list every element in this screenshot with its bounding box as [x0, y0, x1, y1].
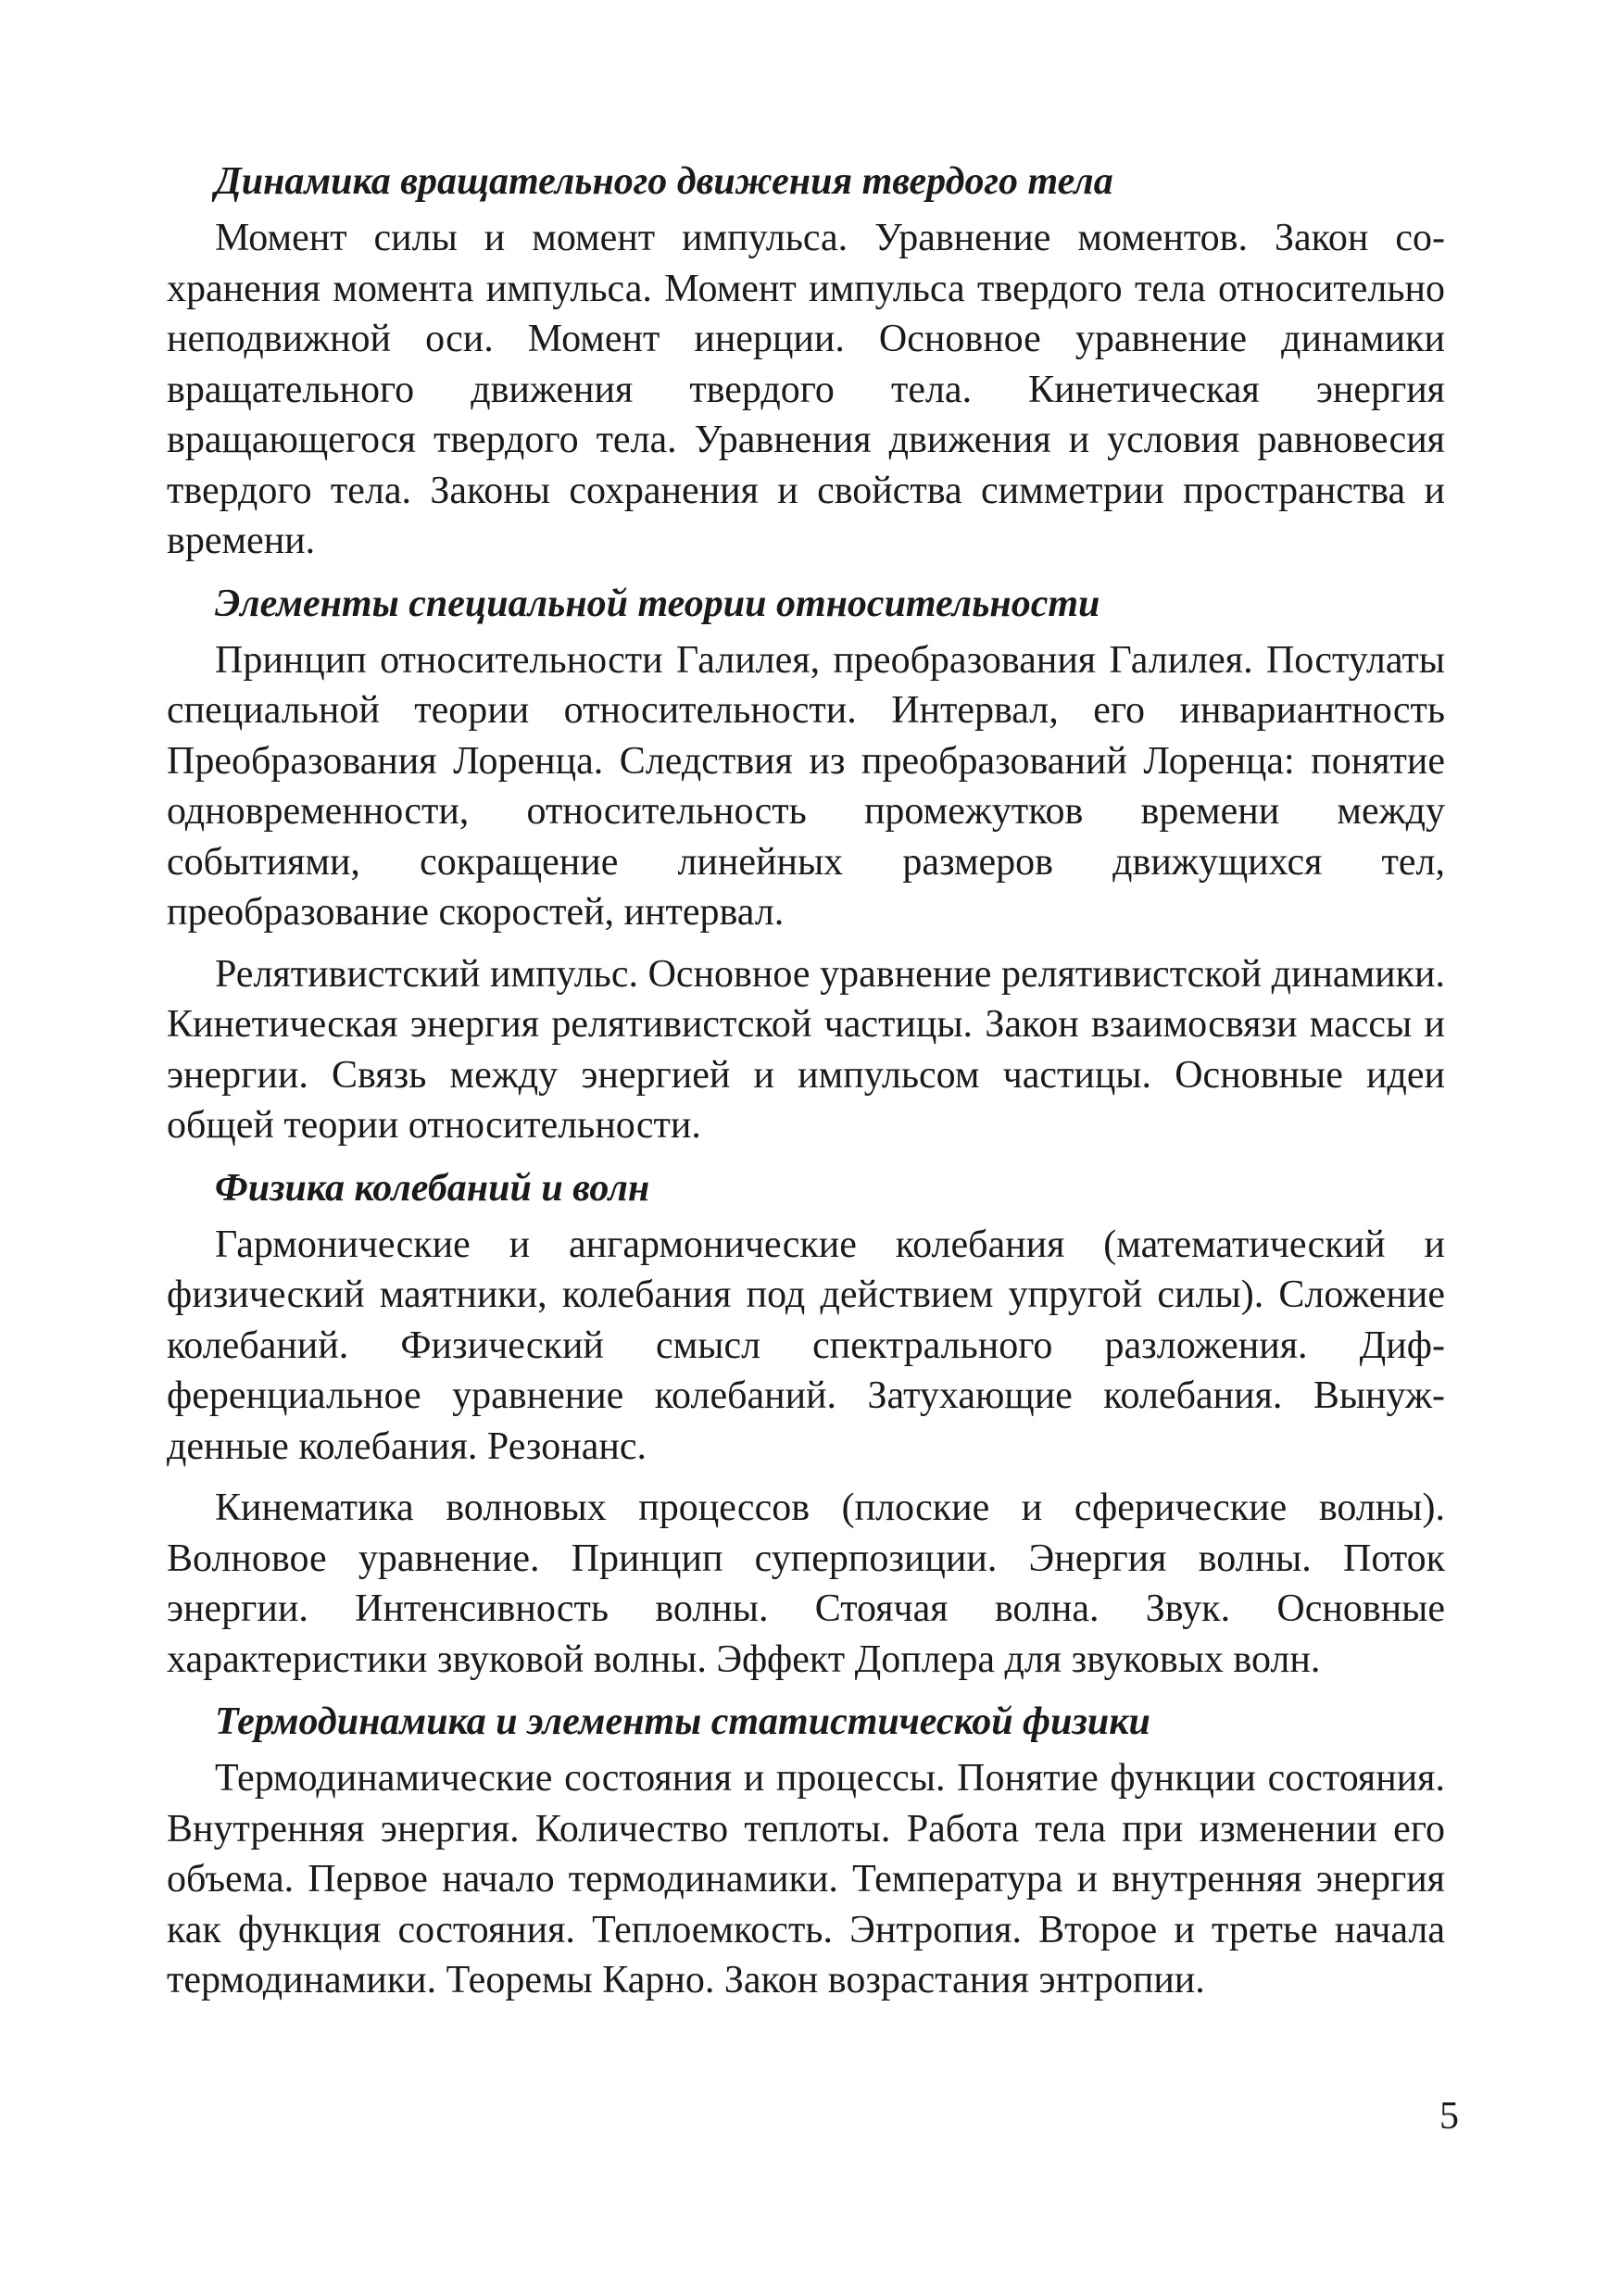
paragraph: Момент силы и момент импульса. Уравнение моментов. Закон сохранения момента импульса. Момент импульса твердого тела относительно неподвижной оси. Момент инерции. Основное уравнение динамики вращательного движения твердого тела. Кинетическая энергия вращающегося твердого тела. Уравнения движения и условия равновесия твердого тела. Законы сохранения и свойства симметрии пространства и времени.	[167, 217, 1445, 562]
page-number: 5	[1439, 2095, 1459, 2138]
section-special-relativity	[167, 578, 1445, 1151]
paragraph: Термодинамические состояния и процессы. Понятие функции состояния. Внутренняя энергия. Количество теплоты. Работа тела при изменении его объема. Первое начало термодинамики. Температура и внутренняя энергия как функция состояния. Теплоемкость. Энтропия. Второе и третье начала термодинамики. Теоремы Карно. Закон возрастания энтропии.	[167, 1757, 1445, 2001]
paragraph: Кинематика волновых процессов (плоские и сферические волны). Волновое уравнение. Принцип суперпозиции. Энергия волны. Поток энергии. Интенсивность волны. Стоячая волна. Звук. Основные характеристики звуковой волны. Эффект Доплера для звуковых волн.	[167, 1487, 1445, 1681]
paragraph: Принцип относительности Галилея, преобразования Галилея. Постулаты специальной теории относительности. Интервал, его инвариантность Преобразования Лоренца. Следствия из преобразований Лоренца: понятие одновременности, относительность промежутков времени между событиями, сокращение линейных размеров движущихся тел, преобразование скоростей, интервал.	[167, 638, 1445, 934]
section-oscillations-waves	[167, 1162, 1445, 1686]
paragraph: Релятивистский импульс. Основное уравнение релятивистской динамики. Кинетическая энергия релятивистской частицы. Закон взаимосвязи массы и энергии. Связь между энергией и импульсом частицы. Основные идеи общей теории относительности.	[167, 952, 1445, 1147]
section-thermodynamics	[167, 1696, 1445, 2006]
section-heading: Динамика вращательного движения твердого тела	[215, 160, 1113, 203]
section-heading: Физика колебаний и волн	[215, 1166, 650, 1210]
section-heading: Элементы специальной теории относительности	[215, 582, 1100, 625]
page-content	[167, 156, 1445, 2017]
section-heading: Термодинамика и элементы статистической физики	[215, 1700, 1150, 1743]
section-rotational-dynamics	[167, 156, 1445, 567]
paragraph: Гармонические и ангармонические колебания (математический и физический маятники, колебания под действием упругой силы). Сложение колебаний. Физический смысл спектрального разложения. Дифференциальное уравнение колебаний. Затухающие колебания. Вынужденные колебания. Резонанс.	[167, 1223, 1445, 1468]
